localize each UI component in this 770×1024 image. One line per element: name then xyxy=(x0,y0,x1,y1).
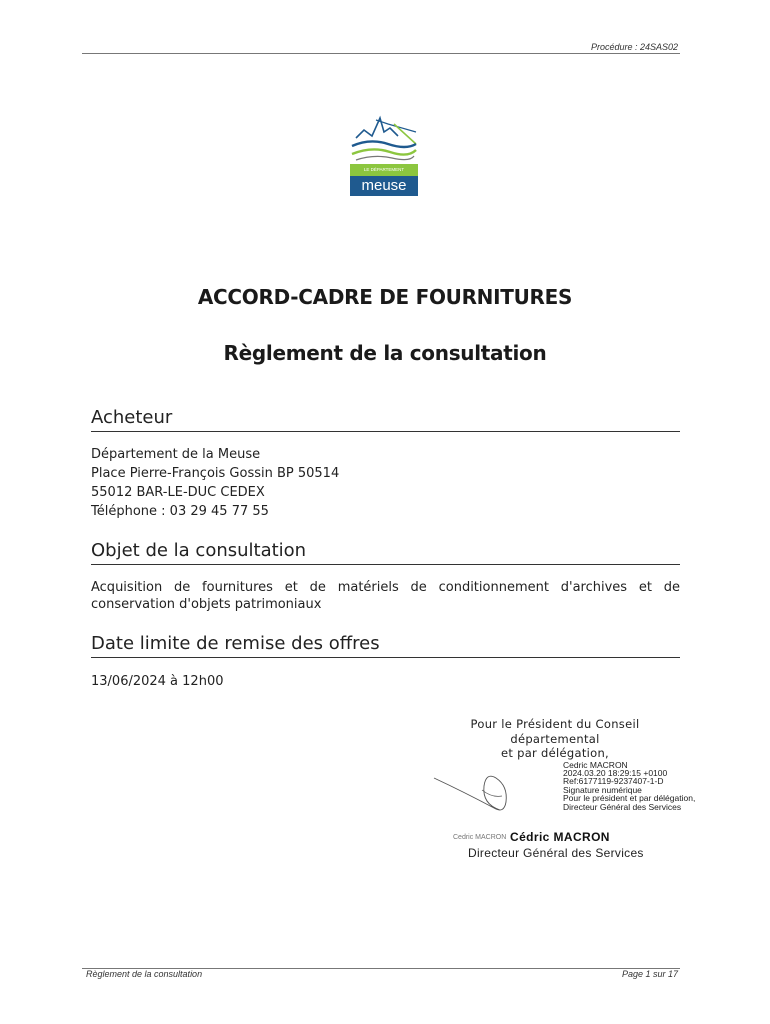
logo-subtitle: LE DÉPARTEMENT xyxy=(350,164,418,176)
signature-meta-line: Pour le président et par délégation, xyxy=(563,793,696,803)
meuse-logo xyxy=(350,110,420,200)
meuse-logo-emblem-icon xyxy=(350,110,420,166)
section-divider xyxy=(91,657,680,658)
logo-name: meuse xyxy=(350,176,418,196)
footer-document-name: Règlement de la consultation xyxy=(86,969,203,979)
signer-name: Cédric MACRON xyxy=(510,830,610,844)
acheteur-line: 55012 BAR-LE-DUC CEDEX xyxy=(91,485,265,500)
signer-small-name: Cedric MACRON xyxy=(453,834,507,841)
signature-line: départemental xyxy=(510,732,600,746)
acheteur-line: Département de la Meuse xyxy=(91,447,261,462)
objet-description: Acquisition de fournitures et de matériels de conditionnement d'archives et de conservation d'objets patrimoniaux xyxy=(91,580,680,612)
section-heading-date-limite: Date limite de remise des offres xyxy=(91,633,380,654)
section-divider xyxy=(91,564,680,565)
document-title: ACCORD-CADRE DE FOURNITURES xyxy=(197,285,573,309)
section-heading-objet: Objet de la consultation xyxy=(91,540,307,561)
signature-meta-line: Directeur Général des Services xyxy=(563,802,682,812)
signature-meta-line: Cedric MACRON xyxy=(563,760,628,770)
header-divider xyxy=(82,53,680,54)
signature-meta-line: 2024.03.20 18:29:15 +0100 xyxy=(563,768,668,778)
signature-meta-line: Signature numérique xyxy=(563,785,642,795)
signer-role: Directeur Général des Services xyxy=(468,846,644,860)
acheteur-line: Téléphone : 03 29 45 77 55 xyxy=(91,504,269,519)
section-heading-acheteur: Acheteur xyxy=(91,407,173,428)
document-subtitle: Règlement de la consultation xyxy=(223,341,547,365)
date-limite-value: 13/06/2024 à 12h00 xyxy=(91,674,224,689)
signature-line: et par délégation, xyxy=(500,746,610,760)
page-number: Page 1 sur 17 xyxy=(621,969,678,979)
acheteur-line: Place Pierre-François Gossin BP 50514 xyxy=(91,466,340,481)
signature-meta-line: Ref:6177119-9237407-1-D xyxy=(563,776,664,786)
section-divider xyxy=(91,431,680,432)
procedure-reference: Procédure : 24SAS02 xyxy=(590,42,678,52)
handwritten-signature xyxy=(430,764,520,820)
signature-line: Pour le Président du Conseil xyxy=(470,717,640,731)
